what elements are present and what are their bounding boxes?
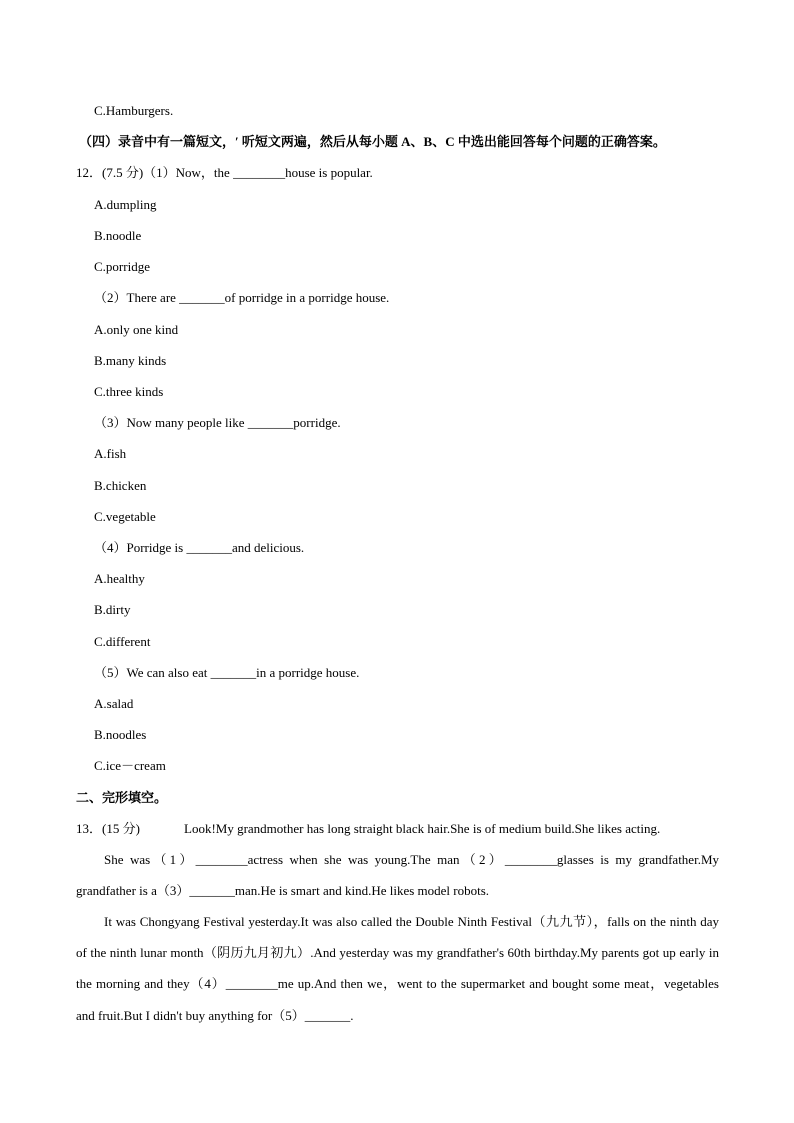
q12-2-option-c: C.three kinds (94, 384, 164, 399)
q12-5-option-c: C.ice－cream (94, 758, 166, 773)
q12-5-option-b: B.noodles (94, 727, 147, 742)
q12-1-option-a: A.dumpling (94, 197, 157, 212)
q12-3-option-b: B.chicken (94, 478, 147, 493)
option-c-hamburgers: C.Hamburgers. (94, 103, 174, 118)
q12-3-question: （3）Now many people like _______porridge. (94, 415, 341, 430)
q12-4-option-c: C.different (94, 634, 151, 649)
q12-4-option-b: B.dirty (94, 602, 131, 617)
q12-2-option-a: A.only one kind (94, 322, 179, 337)
section-4-heading: （四）录音中有一篇短文，′ 听短文两遍，然后从每小题 A、B、C 中选出能回答每个问题的正确答案。 (79, 134, 666, 149)
q12-2-question: （2）There are _______of porridge in a porridge house. (94, 290, 390, 305)
section-2-heading: 二、完形填空。 (76, 790, 168, 805)
q12-4-question: （4）Porridge is _______and delicious. (94, 540, 305, 555)
q12-3-option-c: C.vegetable (94, 509, 156, 524)
q12-1-option-c: C.porridge (94, 259, 150, 274)
question-13-line1: Look!My grandmother has long straight black hair.She is of medium build.She likes acting. (184, 821, 661, 836)
q12-1-option-b: B.noodle (94, 228, 142, 243)
q12-4-option-a: A.healthy (94, 571, 145, 586)
q12-5-option-a: A.salad (94, 696, 134, 711)
q12-2-option-b: B.many kinds (94, 353, 167, 368)
question-12-head: 12．(7.5 分)（1）Now，the ________house is popular. (76, 165, 373, 180)
question-13-paragraph-2: It was Chongyang Festival yesterday.It was also called the Double Ninth Festival（九九节），falls on the ninth day of the ninth lunar month（阴历九月初九）.And yesterday was my grandfather's 60th birthday.My parents got up early in the morning and they（4）________me up.And then we，went to the supermarket and bought some meat，vegetables and fruit.But I didn't buy anything for（5）_______. (76, 914, 719, 1023)
q12-3-option-a: A.fish (94, 446, 127, 461)
question-13-paragraph-1: She was（1）________actress when she was young.The man（2）________glasses is my grandfather.My grandfather is a（3）_______man.He is smart and kind.He likes model robots. (76, 852, 719, 899)
question-13-number: 13．(15 分) (76, 821, 140, 836)
q12-5-question: （5）We can also eat _______in a porridge house. (94, 665, 360, 680)
